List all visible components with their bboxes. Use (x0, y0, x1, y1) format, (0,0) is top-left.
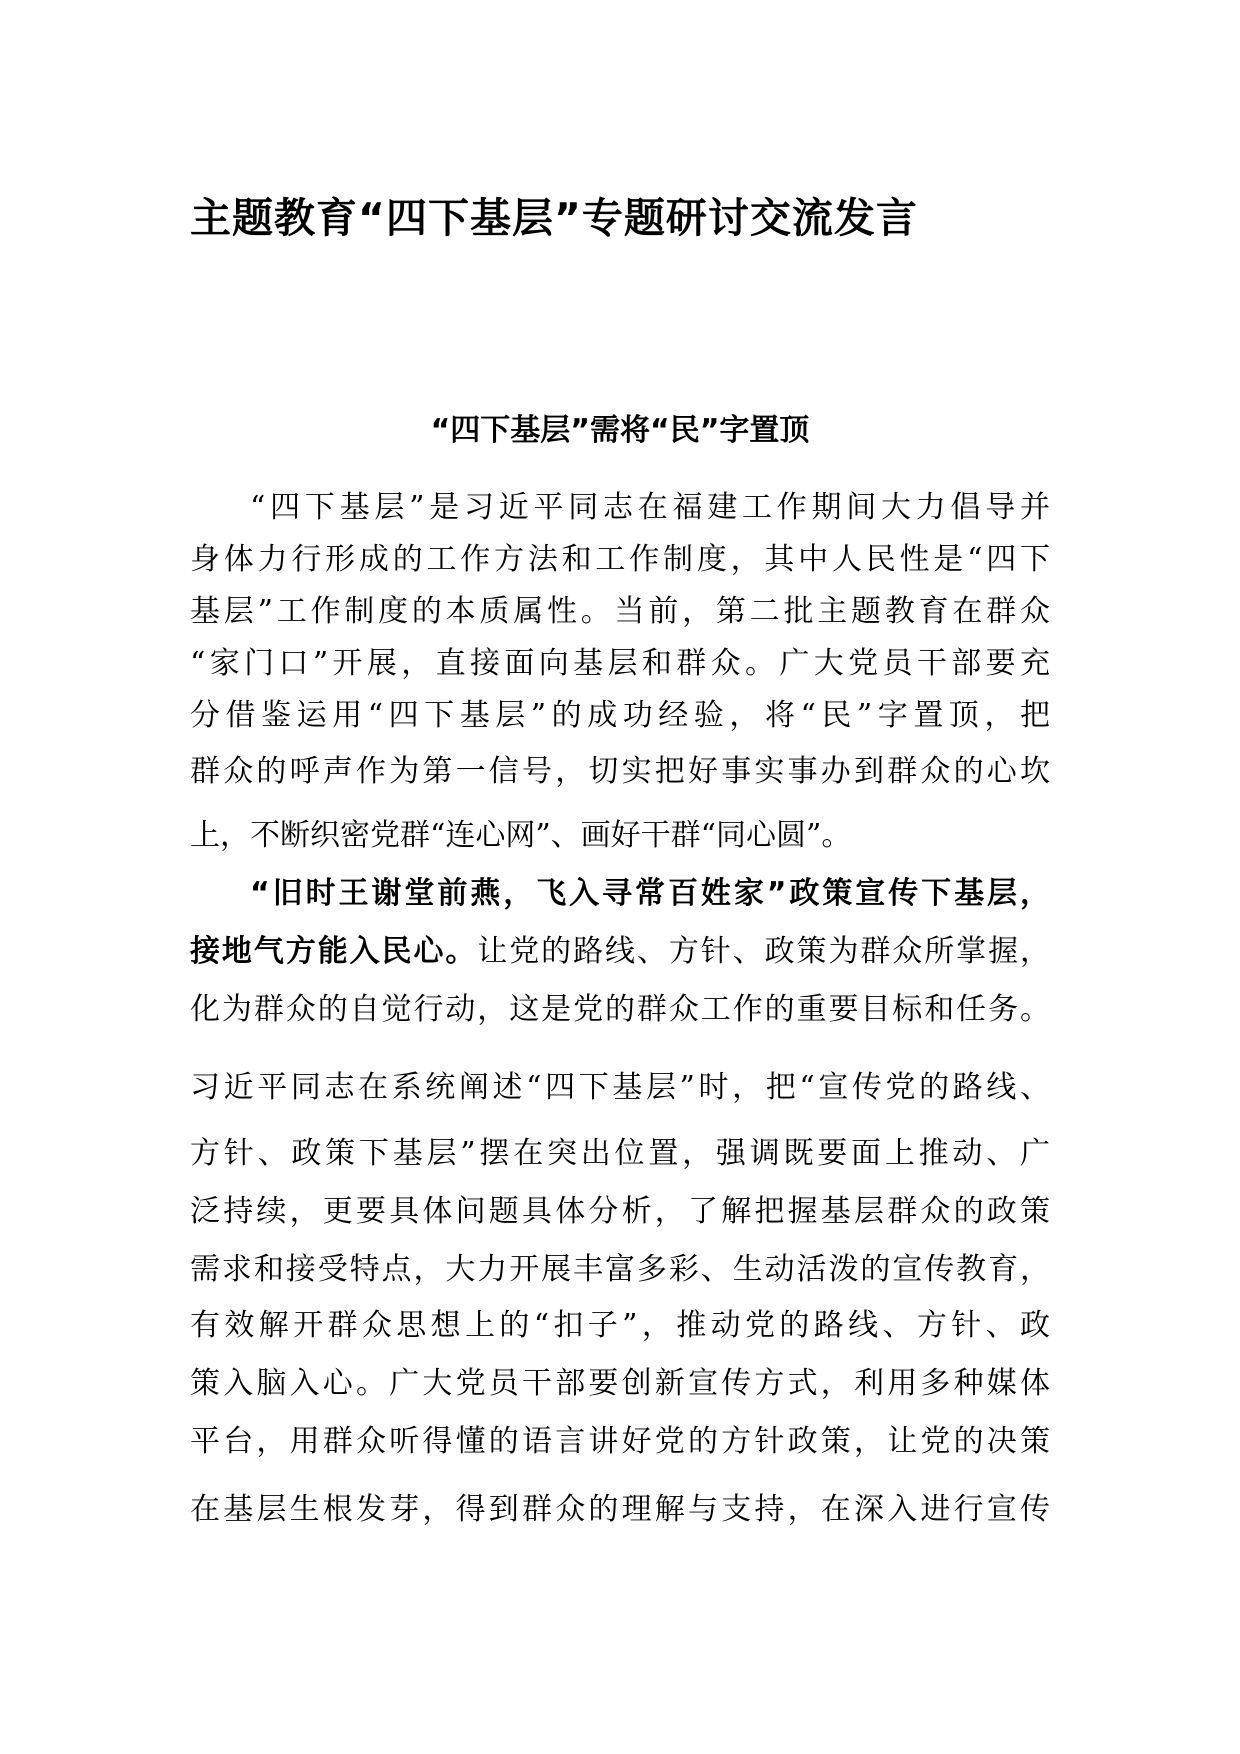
paragraph-3-line: 平台，用群众听得懂的语言讲好党的方针政策，让党的决策 (190, 1424, 1050, 1459)
paragraph-1-line: 基层”工作制度的本质属性。当前，第二批主题教育在群众 (190, 594, 1050, 629)
paragraph-3-line: 习近平同志在系统阐述“四下基层”时，把“宣传党的路线、 (190, 1070, 1050, 1105)
paragraph-3-line: 泛持续，更要具体问题具体分析，了解把握基层群众的政策 (190, 1194, 1050, 1229)
paragraph-2-line (190, 928, 1050, 976)
document-title: 主题教育“四下基层”专题研讨交流发言 (190, 194, 918, 242)
paragraph-3-line: 策入脑入心。广大党员干部要创新宣传方式，利用多种媒体 (190, 1366, 1050, 1401)
paragraph-2-bold-line: “旧时王谢堂前燕，飞入寻常百姓家”政策宣传下基层， (250, 876, 1050, 911)
paragraph-3-line: 需求和接受特点，大力开展丰富多彩、生动活泼的宣传教育， (190, 1252, 1050, 1287)
paragraph-2-line-rest: 让党的路线、方针、政策为群众所掌握， (477, 934, 1051, 969)
paragraph-1-line: 群众的呼声作为第一信号，切实把好事实事办到群众的心坎 (190, 754, 1050, 789)
paragraph-1-line: “四下基层”是习近平同志在福建工作期间大力倡导并 (250, 490, 1050, 525)
paragraph-1-line: 身体力行形成的工作方法和工作制度，其中人民性是“四下 (190, 542, 1050, 577)
paragraph-1-line: 分借鉴运用“四下基层”的成功经验，将“民”字置顶，把 (190, 698, 1050, 733)
paragraph-3-line: 方针、政策下基层”摆在突出位置，强调既要面上推动、广 (190, 1136, 1050, 1171)
paragraph-2-line: 化为群众的自觉行动，这是党的群众工作的重要目标和任务。 (190, 992, 1050, 1027)
paragraph-3-line: 有效解开群众思想上的“扣子”，推动党的路线、方针、政 (190, 1308, 1050, 1343)
paragraph-1-line: “家门口”开展，直接面向基层和群众。广大党员干部要充 (190, 646, 1050, 681)
paragraph-2-bold-lead: 接地气方能入民心。 (190, 934, 478, 969)
section-title: “四下基层”需将“民”字置顶 (430, 413, 810, 448)
paragraph-1-line: 上，不断织密党群“连心网”、画好干群“同心圆”。 (190, 818, 852, 853)
paragraph-3-line: 在基层生根发芽，得到群众的理解与支持，在深入进行宣传 (190, 1492, 1050, 1527)
